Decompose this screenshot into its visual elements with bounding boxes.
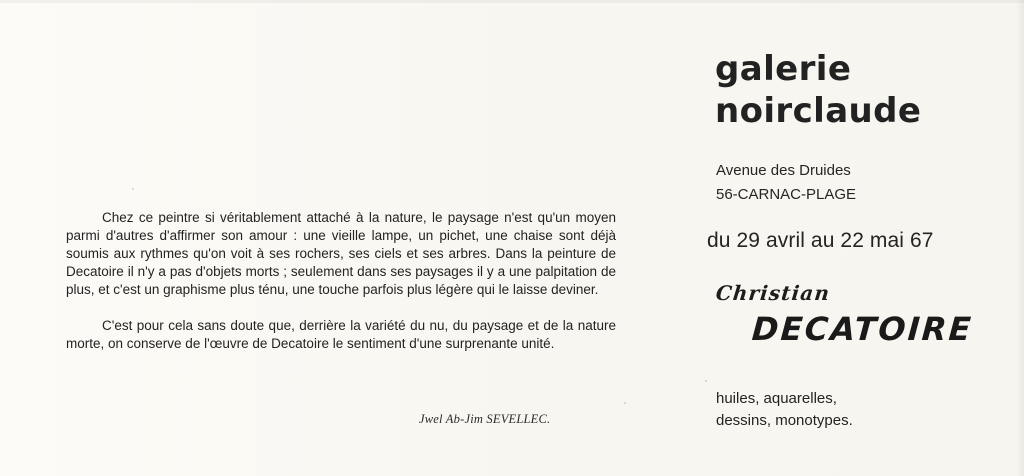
critic-text-block	[66, 209, 616, 353]
gallery-name-line-1: galerie	[715, 49, 852, 89]
paper-top-shadow	[0, 0, 1024, 3]
media-line-2: dessins, monotypes.	[716, 412, 853, 429]
author-signature: Jwel Ab-Jim SEVELLEC.	[419, 412, 551, 426]
address-line-2: 56-CARNAC-PLAGE	[716, 186, 857, 203]
paper-edge-shadow	[1016, 0, 1024, 476]
address-line-1: Avenue des Druides	[716, 162, 851, 179]
artist-last-name: DECATOIRE	[750, 310, 975, 348]
media-line-1: huiles, aquarelles,	[716, 390, 837, 407]
paper-speck	[132, 188, 134, 190]
gallery-name-block	[715, 48, 921, 132]
critic-paragraph-2: C'est pour cela sans doute que, derrière la variété du nu, du paysage et de la nature morte, on conserve de l'œuvre de Decatoire le sentiment d'une surprenante unité.	[66, 318, 616, 351]
paper-speck	[705, 380, 707, 382]
critic-paragraph-1: Chez ce peintre si véritablement attaché à la nature, le paysage n'est qu'un moyen parmi d'autres d'affirmer son amour : une vieille lampe, un pichet, une chaise sont déjà soumis aux rythmes qu'on voit à ses rochers, ses ciels et ses arbres. Dans la peinture de Decatoire il n'y a pas d'objets morts ; seulement dans ses paysages il y a une palpitation de plus, et c'est un graphisme plus ténu, une touche parfois plus légère qui le laisse deviner.	[66, 210, 616, 297]
gallery-address-block	[716, 159, 856, 207]
artist-first-name: Christian	[714, 281, 832, 305]
exhibition-dates: du 29 avril au 22 mai 67	[707, 229, 934, 252]
artwork-media-list	[716, 388, 853, 432]
paper-speck	[624, 402, 626, 404]
gallery-name-line-2: noirclaude	[715, 91, 922, 131]
